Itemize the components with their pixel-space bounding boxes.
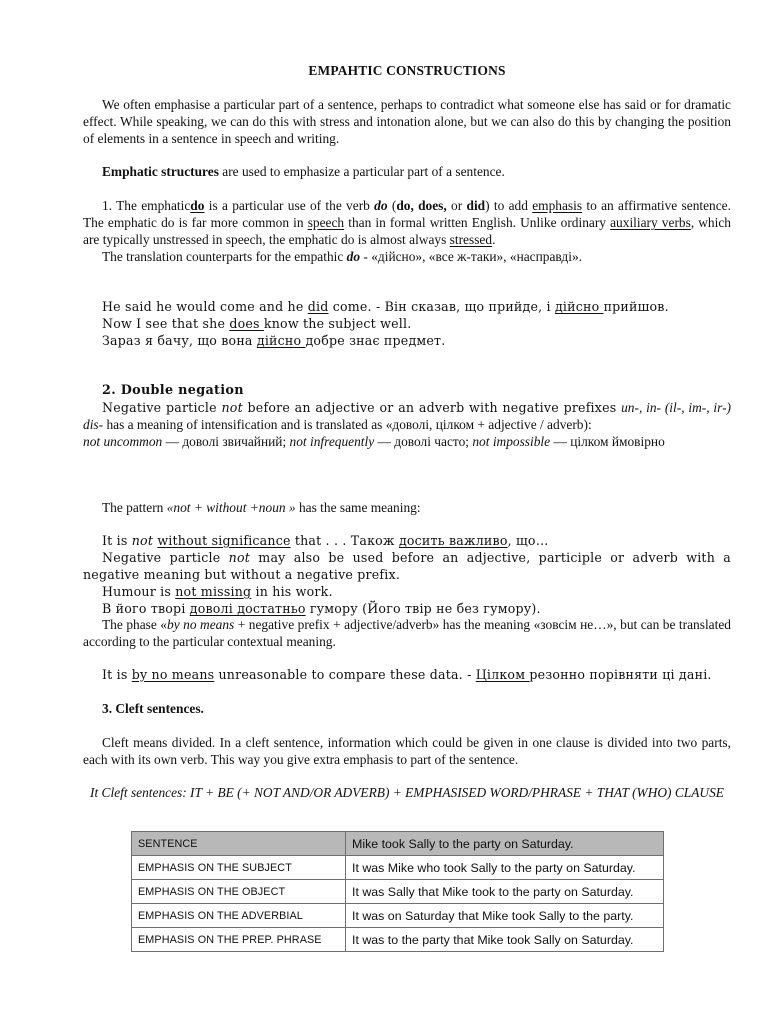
emphatic-do-paragraph: 1. The emphaticdo is a particular use of the verb do (do, does, or did) to add emphasis to an affirmative sentence. The emphatic do is far more common in speech than in formal written English. Unlike ordinary auxiliary verbs, which are typically unstressed in speech, the emphatic do is almost always stressed.	[83, 198, 731, 247]
table-row	[132, 856, 664, 880]
table-cell: It was Mike who took Sally to the party on Saturday.	[346, 856, 664, 880]
emphasis-link[interactable]: emphasis	[532, 198, 583, 213]
stressed-link[interactable]: stressed	[449, 232, 493, 247]
table-row	[132, 928, 664, 952]
example-line: Humour is not missing in his work.	[102, 584, 333, 599]
pattern-paragraph: The pattern «not + without +noun » has the same meaning:	[102, 500, 421, 515]
structures-text: are used to emphasize a particular part of a sentence.	[218, 164, 505, 179]
table-header-cell: SENTENCE	[132, 832, 346, 856]
negation-paragraph: Negative particle not may also be used before an adjective, participle or adverb with a negative meaning but without a negative prefix.	[83, 550, 731, 582]
example-line: В його творі доволі достатньо гумору (Його твір не без гумору).	[102, 601, 541, 616]
intro-text: We often emphasise a particular part of a sentence, perhaps to contradict what someone else has said or for dramatic effect. While speaking, we can do this with stress and intonation alone, but we can also do this by changing the position of elements in a sentence in speech and writing.	[83, 97, 731, 146]
auxiliary-verbs-link[interactable]: auxiliary verbs	[610, 215, 691, 230]
table-cell: It was to the party that Mike took Sally on Saturday.	[346, 928, 664, 952]
section-double-negation	[83, 381, 731, 450]
document-title: EMPAHTIC CONSTRUCTIONS	[308, 63, 506, 78]
structures-paragraph	[83, 163, 731, 180]
emphatic-do-examples	[83, 298, 731, 349]
example-line: It is not without significance that . . . Також досить важливо, що…	[102, 533, 549, 548]
speech-link[interactable]: speech	[307, 215, 345, 230]
table-row	[132, 904, 664, 928]
translation-counterparts: The translation counterparts for the empathic do - «дійсно», «все ж-таки», «насправді».	[102, 249, 582, 264]
document-page	[83, 0, 731, 1024]
negation-paragraph: Negative particle not before an adjective or an adverb with negative prefixes un-, in- (il-, im-, ir-) dis- has a meaning of intensification and is translated as «доволі, цілком + adjective / adverb):	[83, 400, 732, 432]
table-cell: EMPHASIS ON THE PREP. PHRASE	[132, 928, 346, 952]
example-line: Зараз я бачу, що вона дійсно добре знає предмет.	[102, 333, 446, 348]
cleft-examples-table	[131, 831, 664, 952]
section-heading: 2. Double negation	[102, 383, 244, 398]
example-line: Now I see that she does know the subject well.	[102, 316, 412, 331]
table-header-row	[132, 832, 664, 856]
intro-paragraph	[83, 96, 731, 147]
cleft-paragraph: Cleft means divided. In a cleft sentence, information which could be given in one clause is divided into two parts, each with its own verb. This way you give extra emphasis to part of the sentence.	[83, 735, 731, 767]
table-header-cell: Mike took Sally to the party on Saturday.	[346, 832, 664, 856]
table-cell: It was Sally that Mike took to the party on Saturday.	[346, 880, 664, 904]
table-cell: EMPHASIS ON THE OBJECT	[132, 880, 346, 904]
table-row	[132, 880, 664, 904]
structures-term: Emphatic structures	[102, 164, 219, 179]
section-emphatic-do	[83, 197, 731, 265]
negation-examples: not uncommon — доволі звичайний; not infrequently — доволі часто; not impossible — цілком ймовірно	[83, 434, 665, 449]
section-heading: 3. Cleft sentences.	[102, 701, 204, 716]
by-no-means-paragraph: The phase «by no means + negative prefix + adjective/adverb» has the meaning «зовсім не…», but can be translated according to the particular contextual meaning.	[83, 617, 731, 649]
by-no-means-example: It is by no means unreasonable to compare these data. - Цілком резонно порівняти ці дані.	[102, 667, 712, 682]
example-line: He said he would come and he did come. - Він сказав, що прийде, і дійсно прийшов.	[102, 299, 669, 314]
section-cleft-sentences	[83, 700, 731, 717]
table-cell: It was on Saturday that Mike took Sally to the party.	[346, 904, 664, 928]
cleft-formula: It Cleft sentences: IT + BE (+ NOT AND/OR ADVERB) + EMPHASISED WORD/PHRASE + THAT (WHO) CLAUSE	[90, 785, 724, 800]
table-cell: EMPHASIS ON THE ADVERBIAL	[132, 904, 346, 928]
table-cell: EMPHASIS ON THE SUBJECT	[132, 856, 346, 880]
emphatic-do-term: do	[190, 198, 205, 213]
negation-examples-block	[83, 532, 731, 617]
